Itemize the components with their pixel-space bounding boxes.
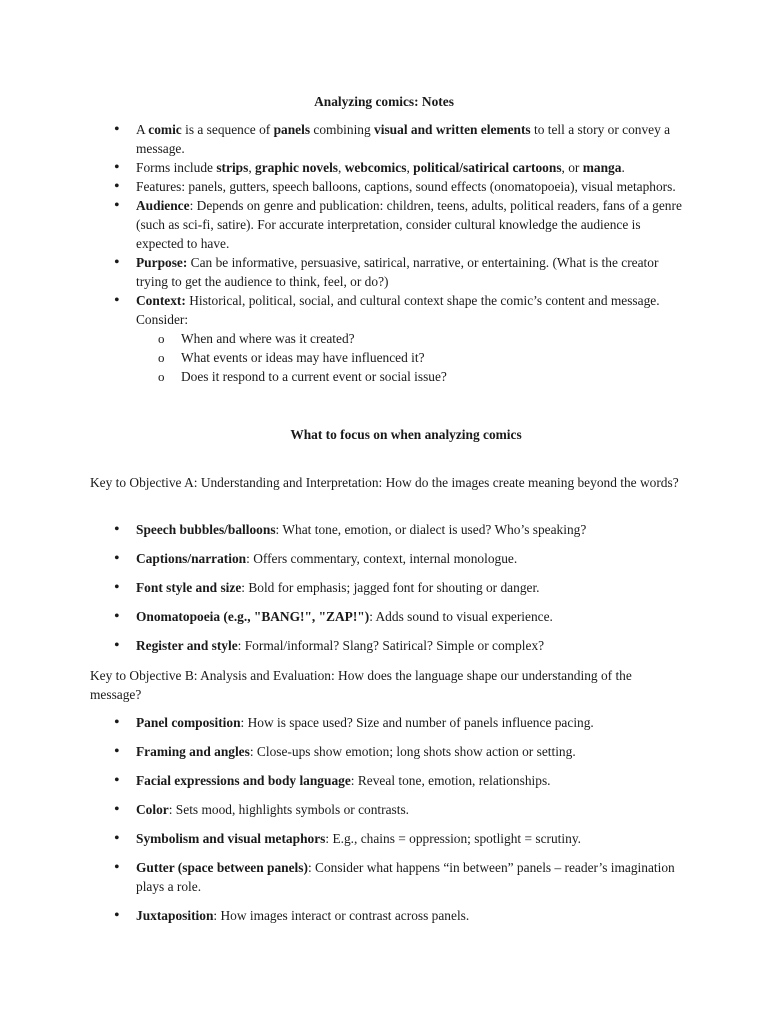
focus-description: : Formal/informal? Slang? Satirical? Simple or complex? xyxy=(237,638,545,653)
notes-item xyxy=(136,291,684,386)
context-question: o Does it respond to a current event or social issue? xyxy=(181,367,684,386)
focus-item xyxy=(136,520,676,539)
focus-term: Framing and angles xyxy=(136,744,250,759)
notes-item xyxy=(136,253,684,291)
text-segment: , xyxy=(338,160,345,175)
focus-item xyxy=(136,829,676,848)
focus-item xyxy=(136,713,676,732)
focus-term: Speech bubbles/balloons xyxy=(136,522,276,537)
text-segment: is a sequence of xyxy=(181,122,274,137)
notes-item xyxy=(136,196,684,253)
bold-term: political/satirical cartoons xyxy=(413,160,562,175)
bold-term: Purpose: xyxy=(136,255,188,270)
focus-term: Register and style xyxy=(136,638,238,653)
focus-term: Facial expressions and body language xyxy=(136,773,351,788)
focus-description: : Consider what happens “in between” panels – reader’s imagination plays a role. xyxy=(136,860,675,894)
focus-title: What to focus on when analyzing comics xyxy=(290,427,522,442)
focus-term: Juxtaposition xyxy=(136,908,214,923)
bold-term: webcomics xyxy=(344,160,407,175)
focus-item xyxy=(136,771,676,790)
context-question: o When and where was it created? xyxy=(181,329,684,348)
focus-item xyxy=(136,858,676,896)
text-segment: Can be informative, persuasive, satirical, narrative, or entertaining. (What is the creator trying to get the audience to think, feel, or do?) xyxy=(136,255,659,289)
focus-description: : Adds sound to visual experience. xyxy=(369,609,553,624)
objective-b-list xyxy=(136,713,676,935)
focus-term: Font style and size xyxy=(136,580,242,595)
focus-term: Captions/narration xyxy=(136,551,247,566)
bold-term: manga xyxy=(582,160,622,175)
focus-item xyxy=(136,607,676,626)
text-segment: Features: panels, gutters, speech balloons, captions, sound effects (onomatopoeia), visual metaphors. xyxy=(136,179,676,194)
focus-description: : Sets mood, highlights symbols or contrasts. xyxy=(168,802,410,817)
focus-description: : Bold for emphasis; jagged font for shouting or danger. xyxy=(241,580,540,595)
notes-item xyxy=(136,177,684,196)
focus-description: : How images interact or contrast across panels. xyxy=(213,908,470,923)
text-segment: : Depends on genre and publication: children, teens, adults, political readers, fans of a genre (such as sci-fi, satire). For accurate interpretation, consider cultural knowledge the audience is expected to have. xyxy=(136,198,682,251)
focus-item xyxy=(136,578,676,597)
text-segment: , xyxy=(248,160,256,175)
notes-item xyxy=(136,120,684,158)
focus-description: : Reveal tone, emotion, relationships. xyxy=(350,773,551,788)
context-question: o What events or ideas may have influenced it? xyxy=(181,348,684,367)
bold-term: strips xyxy=(216,160,249,175)
text-segment: , or xyxy=(561,160,583,175)
text-segment: . xyxy=(621,160,625,175)
focus-description: : How is space used? Size and number of panels influence pacing. xyxy=(240,715,594,730)
objective-a-list xyxy=(136,520,676,665)
notes-list xyxy=(136,120,684,386)
text-segment: , xyxy=(406,160,414,175)
bold-term: Audience xyxy=(136,198,190,213)
notes-item xyxy=(136,158,684,177)
focus-item xyxy=(136,800,676,819)
bold-term: visual and written elements xyxy=(374,122,531,137)
text-segment: to tell a story or convey a message. xyxy=(136,122,671,156)
focus-item xyxy=(136,549,676,568)
focus-description: : E.g., chains = oppression; spotlight = scrutiny. xyxy=(325,831,581,846)
text-segment: Historical, political, social, and cultural context shape the comic’s content and message. Consider: xyxy=(136,293,660,327)
objective-b-intro: Key to Objective B: Analysis and Evaluation: How does the language shape our understanding of the message? xyxy=(90,668,632,702)
focus-description: : Offers commentary, context, internal monologue. xyxy=(246,551,518,566)
focus-term: Panel composition xyxy=(136,715,241,730)
focus-item xyxy=(136,742,676,761)
text-segment: A xyxy=(136,122,149,137)
bold-term: panels xyxy=(273,122,311,137)
bold-term: graphic novels xyxy=(255,160,338,175)
bold-term: Context: xyxy=(136,293,186,308)
focus-item xyxy=(136,906,676,925)
focus-item xyxy=(136,636,676,655)
notes-title: Analyzing comics: Notes xyxy=(314,94,454,109)
focus-term: Symbolism and visual metaphors xyxy=(136,831,326,846)
focus-term: Onomatopoeia (e.g., "BANG!", "ZAP!") xyxy=(136,609,370,624)
focus-term: Color xyxy=(136,802,169,817)
context-questions-list xyxy=(136,329,684,386)
focus-description: : Close-ups show emotion; long shots show action or setting. xyxy=(249,744,576,759)
text-segment: combining xyxy=(310,122,375,137)
focus-description: : What tone, emotion, or dialect is used? Who’s speaking? xyxy=(275,522,587,537)
text-segment: Forms include xyxy=(136,160,217,175)
bold-term: comic xyxy=(148,122,182,137)
objective-a-intro: Key to Objective A: Understanding and Interpretation: How do the images create meaning beyond the words? xyxy=(90,475,679,490)
focus-term: Gutter (space between panels) xyxy=(136,860,308,875)
